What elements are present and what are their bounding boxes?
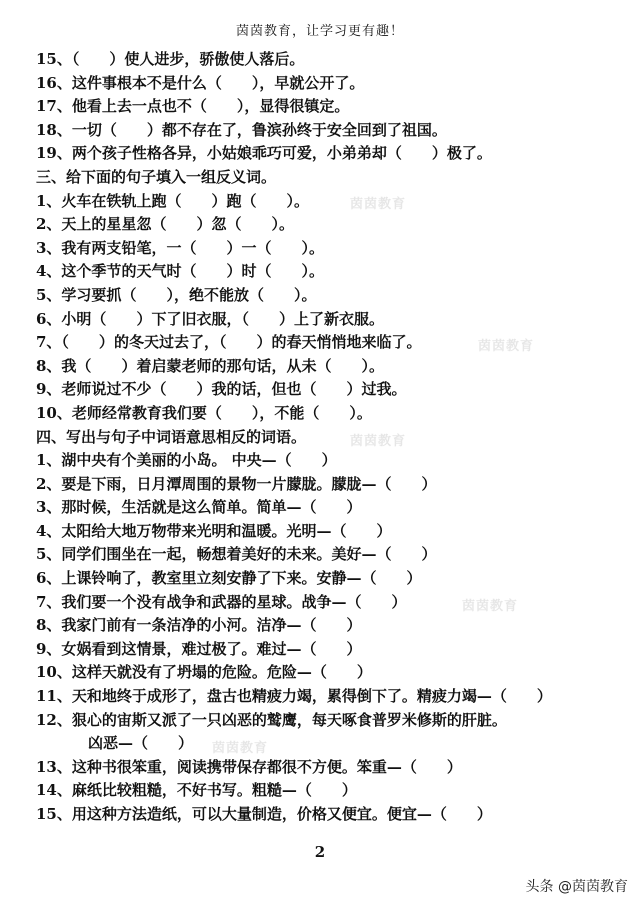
exercise-line: 6、上课铃响了，教室里立刻安静了下来。安静—（ ） (36, 569, 422, 588)
exercise-line: 3、那时候，生活就是这么简单。简单—（ ） (36, 498, 362, 517)
page-number: 2 (314, 843, 326, 861)
exercise-line: 15、用这种方法造纸，可以大量制造，价格又便宜。便宜—（ ） (36, 805, 492, 823)
exercise-line: 17、他看上去一点也不（ ），显得很镇定。 (36, 97, 350, 116)
exercise-line: 7、我们要一个没有战争和武器的星球。战争—（ ） (36, 592, 407, 611)
exercise-line: 10、这样天就没有了坍塌的危险。危险—（ ） (36, 663, 372, 682)
exercise-line: 14、麻纸比较粗糙，不好书写。粗糙—（ ） (36, 781, 357, 800)
exercise-line: 7、（ ）的冬天过去了，（ ）的春天悄悄地来临了。 (36, 333, 422, 352)
exercise-line: 4、这个季节的天气时（ ）时（ ）。 (36, 262, 324, 281)
exercise-line: 1、湖中央有个美丽的小岛。 中央—（ ） (36, 451, 337, 470)
exercise-line: 9、老师说过不少（ ）我的话，但也（ ）过我。 (36, 380, 407, 399)
exercise-line: 18、一切（ ）都不存在了，鲁滨孙终于安全回到了祖国。 (36, 120, 447, 139)
exercise-line: 5、学习要抓（ ），绝不能放（ ）。 (36, 285, 317, 304)
watermark: 茵茵教育 (350, 434, 407, 449)
exercise-line: 11、天和地终于成形了，盘古也精疲力竭，累得倒下了。精疲力竭—（ ） (36, 687, 552, 706)
exercise-line: 2、天上的星星忽（ ）忽（ ）。 (36, 215, 294, 234)
exercise-line: 4、太阳给大地万物带来光明和温暖。光明—（ ） (36, 521, 392, 540)
exercise-list (36, 48, 626, 827)
exercise-line: 13、这种书很笨重，阅读携带保存都很不方便。笨重—（ ） (36, 757, 462, 776)
exercise-line: 15、（ ）使人进步，骄傲使人落后。 (36, 50, 305, 68)
exercise-line: 12、狠心的宙斯又派了一只凶恶的鹫鹰，每天啄食普罗米修斯的肝脏。 (36, 710, 507, 729)
exercise-line: 凶恶—（ ） (88, 734, 194, 753)
exercise-line: 三、给下面的句子填入一组反义词。 (36, 167, 277, 186)
exercise-line: 6、小明（ ）下了旧衣服，（ ）上了新衣服。 (36, 309, 384, 328)
footer-credit: 头条 @茵茵教育 (525, 879, 628, 895)
exercise-line: 9、女娲看到这情景，难过极了。难过—（ ） (36, 639, 362, 658)
watermark: 茵茵教育 (462, 599, 519, 614)
page-header: 茵茵教育，让学习更有趣！ (235, 24, 404, 39)
exercise-line: 5、同学们围坐在一起，畅想着美好的未来。美好—（ ） (36, 545, 437, 564)
watermark: 茵茵教育 (212, 741, 269, 756)
exercise-line: 19、两个孩子性格各异，小姑娘乖巧可爱，小弟弟却（ ）极了。 (36, 144, 492, 163)
watermark: 茵茵教育 (350, 197, 407, 212)
exercise-line: 16、这件事根本不是什么（ ），早就公开了。 (36, 73, 365, 92)
exercise-line: 8、我（ ）着启蒙老师的那句话，从未（ ）。 (36, 356, 384, 375)
exercise-line: 四、写出与句子中词语意思相反的词语。 (36, 427, 307, 446)
exercise-line: 10、老师经常教育我们要（ ），不能（ ）。 (36, 403, 372, 422)
exercise-line: 2、要是下雨，日月潭周围的景物一片朦胧。朦胧—（ ） (36, 474, 437, 493)
exercise-line: 8、我家门前有一条洁净的小河。洁净—（ ） (36, 616, 362, 635)
exercise-line: 1、火车在铁轨上跑（ ）跑（ ）。 (36, 191, 309, 210)
exercise-line: 3、我有两支铅笔，一（ ）一（ ）。 (36, 238, 324, 257)
watermark: 茵茵教育 (478, 339, 535, 354)
